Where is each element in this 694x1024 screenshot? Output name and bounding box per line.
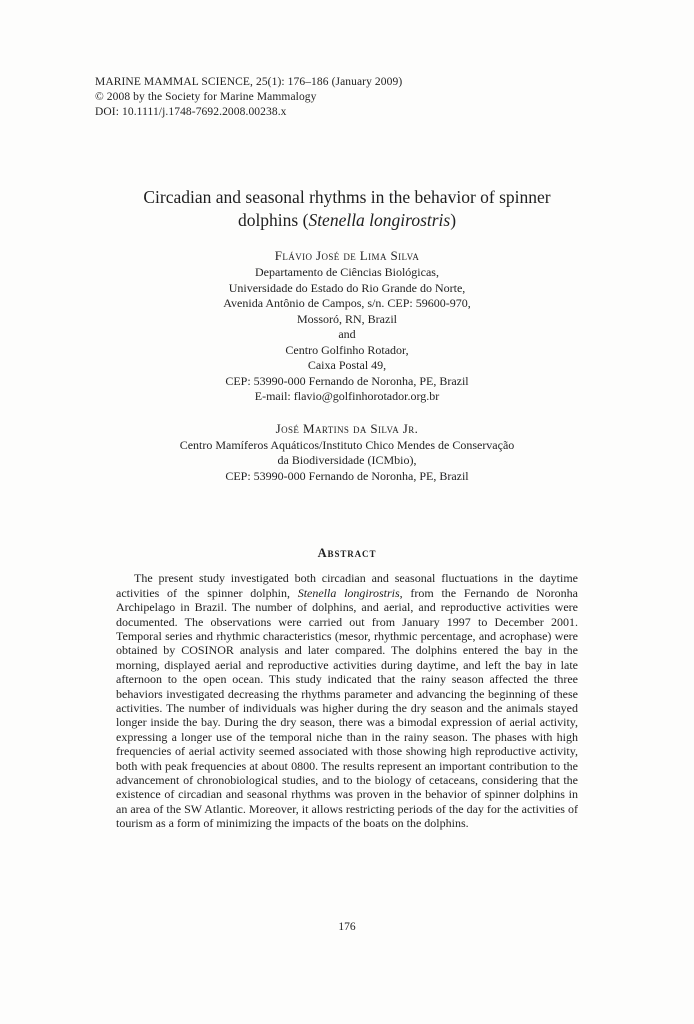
author-block-first [95, 248, 599, 405]
article-title [95, 186, 599, 231]
affiliation-line: Departamento de Ciências Biológicas, [255, 265, 439, 279]
affiliation-line: Centro Mamíferos Aquáticos/Instituto Chico Mendes de Conservação [179, 437, 515, 452]
affiliation-line: Avenida Antônio de Campos, s/n. CEP: 59600-970, [223, 296, 471, 310]
abstract-heading: Abstract [317, 546, 377, 560]
affiliation-line: Centro Golfinho Rotador, [285, 342, 409, 357]
author-affiliation-first [95, 265, 599, 405]
article-title-line1: Circadian and seasonal rhythms in the behavior of spinner [143, 187, 551, 207]
affiliation-line: CEP: 53990-000 Fernando de Noronha, PE, Brazil [225, 468, 469, 483]
affiliation-line: Caixa Postal 49, [307, 358, 387, 372]
abstract-text-before-species: The present study investigated both circadian and seasonal fluctuations in the daytime activities of the spinner dolphin, [116, 571, 578, 600]
affiliation-line: and [338, 327, 356, 341]
affiliation-line: CEP: 53990-000 Fernando de Noronha, PE, Brazil [225, 373, 469, 388]
copyright-line: © 2008 by the Society for Marine Mammalogy [95, 91, 317, 103]
species-name-italic: Stenella longirostris [308, 209, 451, 230]
species-name-italic: Stenella longirostris [297, 585, 400, 600]
page-number: 176 [338, 921, 356, 933]
abstract-paragraph [116, 571, 578, 830]
author-name-second: José Martins da Silva Jr. [275, 420, 419, 436]
author-name-first: Flávio José de Lima Silva [274, 248, 420, 263]
article-title-line2-suffix: ) [450, 209, 457, 230]
doi-line: DOI: 10.1111/j.1748-7692.2008.00238.x [95, 106, 287, 118]
abstract-text-after-species: , from the Fernando de Noronha Archipelago in Brazil. The number of dolphins, and aerial, and reproductive activities were documented. The observations were carried out from January 1997 to December 2001. Temporal series and rhythmic characteristics (mesor, rhythmic percentage, and acrophase) were obtained by COSINOR analysis and later compared. The dolphins entered the bay in the morning, displayed aerial and reproductive activities during daytime, and left the bay in late afternoon to the open ocean. This study indicated that the rainy season affected the three behaviors investigated decreasing the rhythms parameter and advancing the beginning of these activities. The number of individuals was higher during the dry season and the animals stayed longer inside the bay. During the dry season, there was a bimodal expression of aerial activity, expressing a longer use of the temporal niche than in the rainy season. The phases with high frequencies of aerial activity seemed associated with those showing high reproductive activity, both with peak frequencies at about 0800. The results represent an important contribution to the advancement of chronobiological studies, and to the biology of cetaceans, considering that the existence of circadian and seasonal rhythms was proven in the behavior of spinner dolphins in an area of the SW Atlantic. Moreover, it allows restricting periods of the day for the activities of tourism as a form of minimizing the impacts of the boats on the dolphins. [116, 585, 578, 831]
affiliation-line: Universidade do Estado do Rio Grande do Norte, [228, 280, 466, 295]
affiliation-line: da Biodiversidade (ICMbio), [277, 453, 417, 467]
journal-citation-line: MARINE MAMMAL SCIENCE, 25(1): 176–186 (January 2009) [95, 76, 403, 88]
author-affiliation-second [95, 438, 599, 485]
author-block-second [95, 421, 599, 485]
affiliation-line: Mossoró, RN, Brazil [297, 311, 397, 326]
journal-header [95, 75, 599, 120]
article-title-line2-prefix: dolphins ( [237, 209, 309, 230]
author-email-line: E-mail: flavio@golfinhorotador.org.br [254, 389, 440, 403]
